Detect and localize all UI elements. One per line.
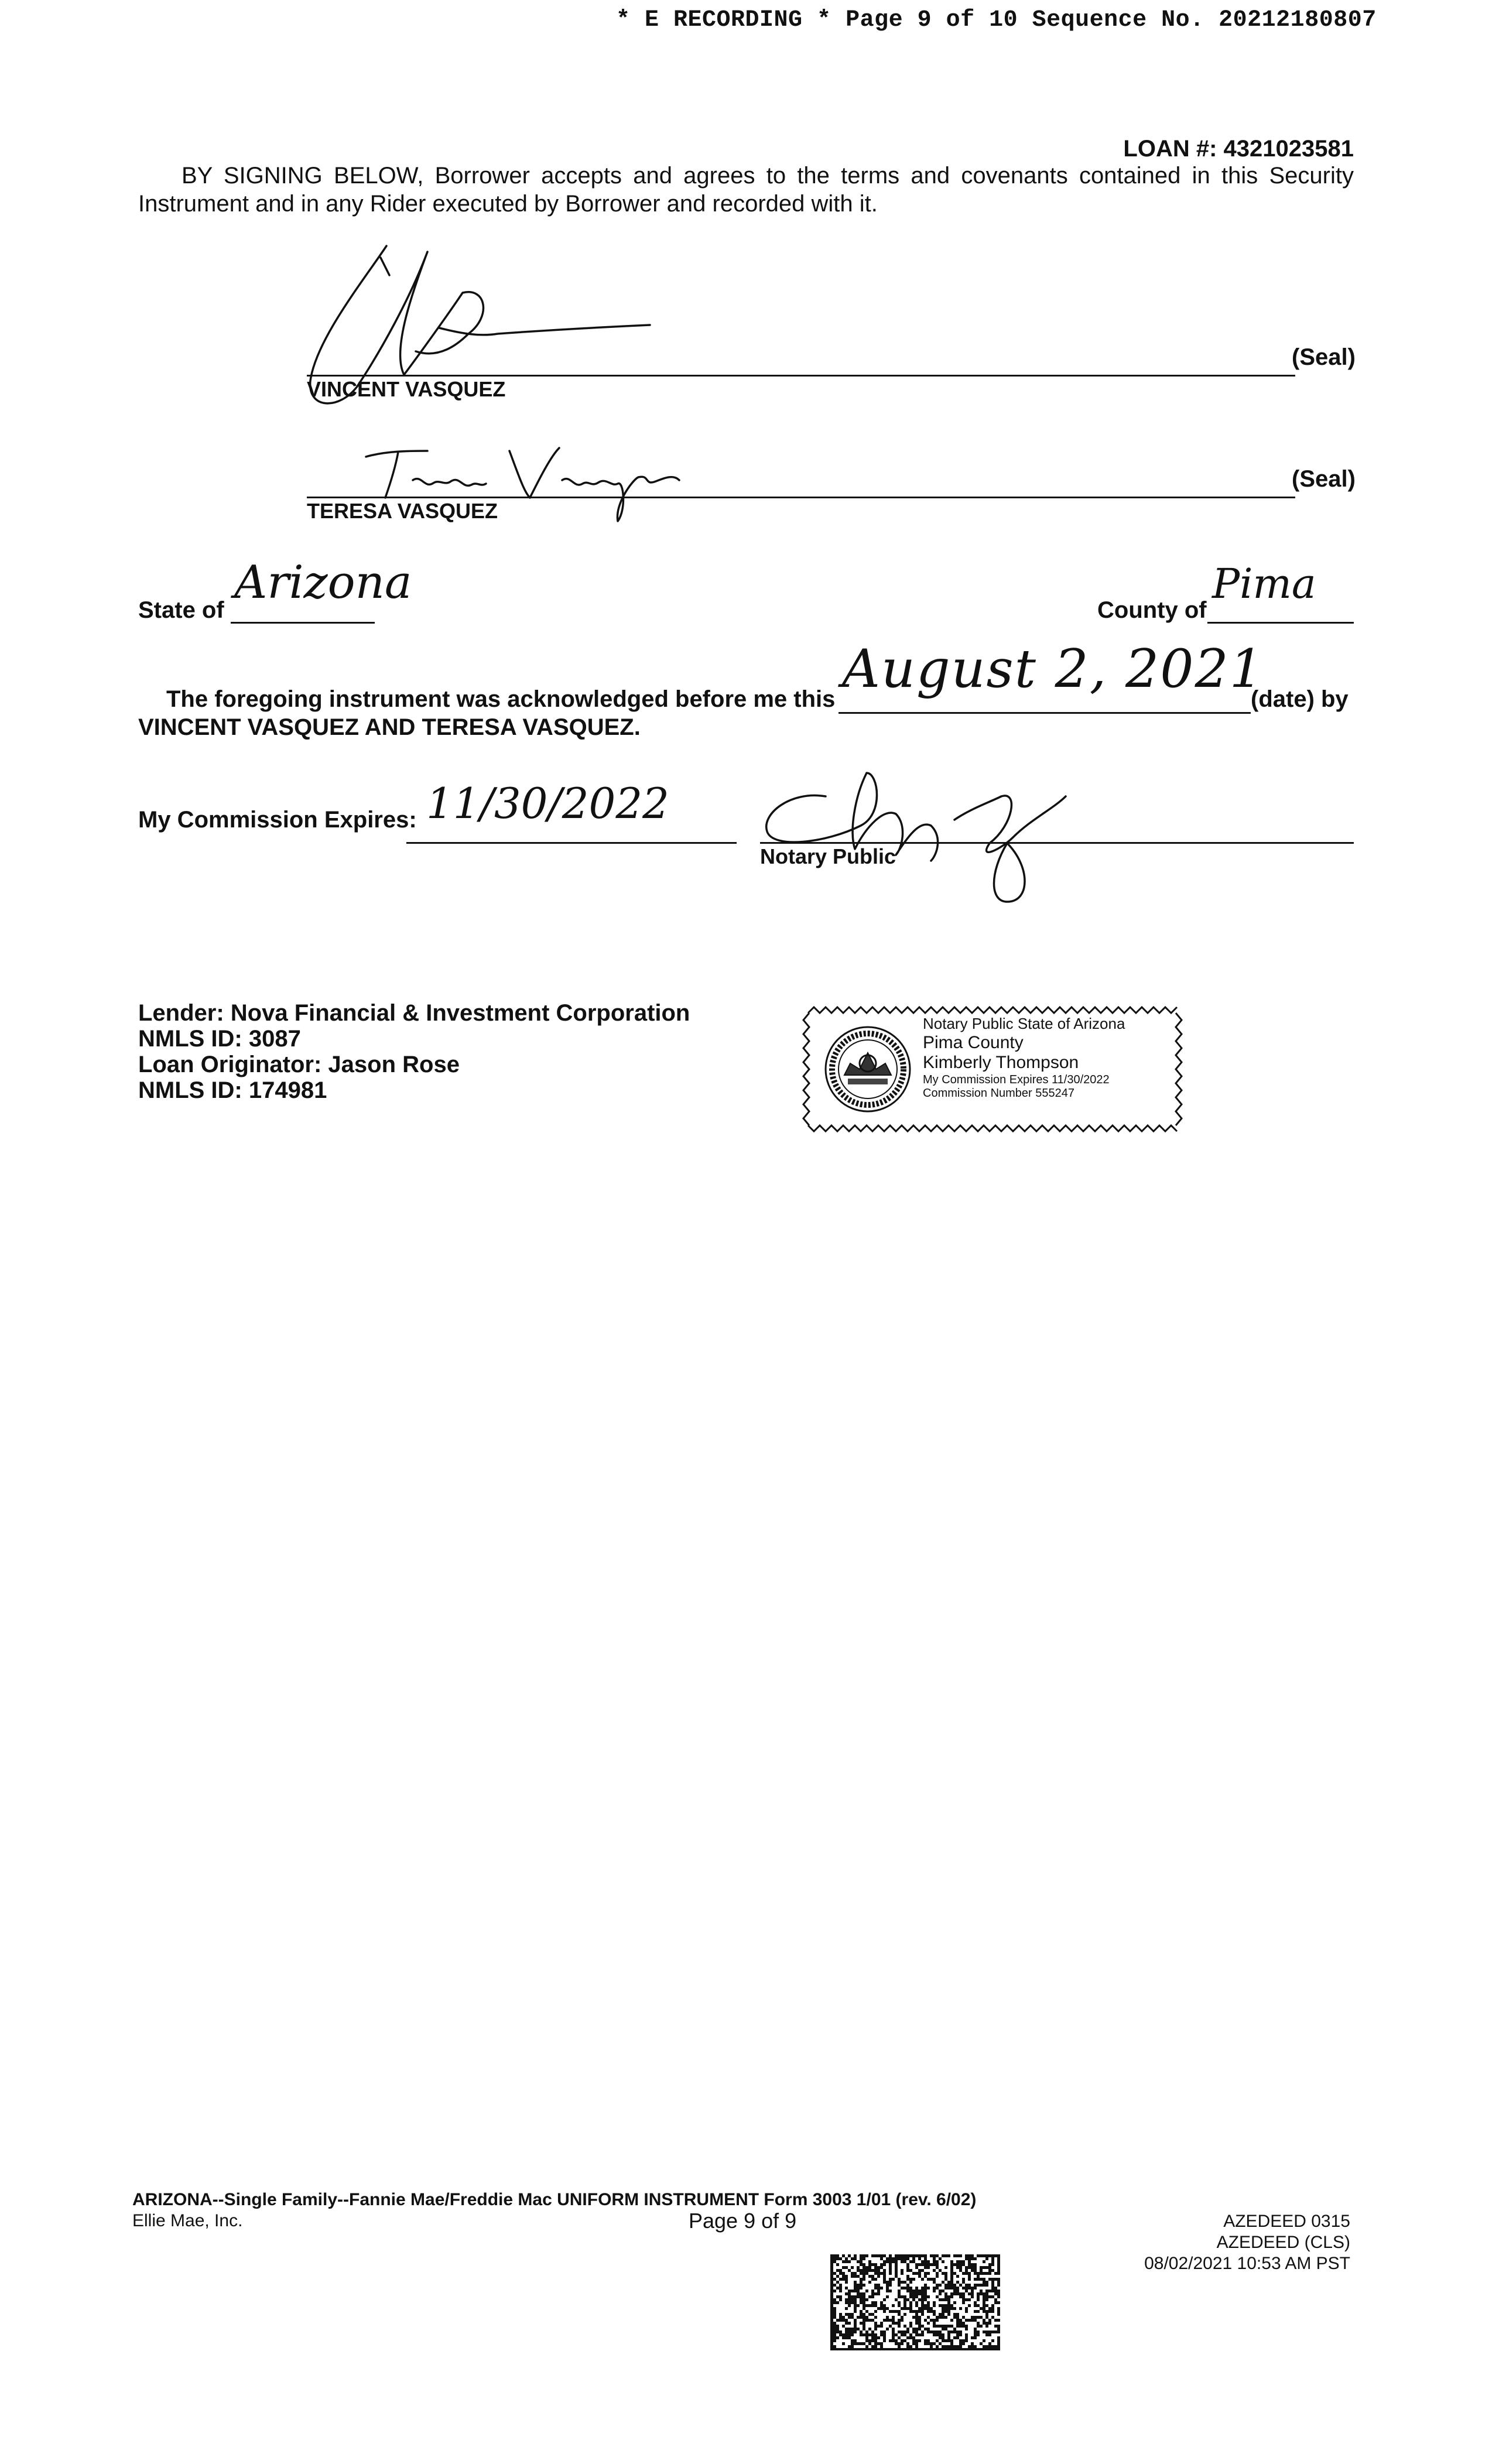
intro-paragraph: BY SIGNING BELOW, Borrower accepts and agrees to the terms and covenants contained in this Security Instrument and in any Rider executed by Borrower and recorded with it. [138, 163, 1354, 217]
state-line [231, 622, 375, 624]
footer-code-1: AZEDEED 0315 [1223, 2212, 1350, 2231]
loan-label: LOAN #: [1123, 136, 1217, 162]
teresa-seal: (Seal) [1292, 466, 1356, 492]
originator-nmls: NMLS ID: 174981 [138, 1077, 327, 1103]
stamp-line-4: My Commission Expires 11/30/2022 [923, 1073, 1110, 1086]
acknowledged-parties: VINCENT VASQUEZ AND TERESA VASQUEZ. [138, 714, 641, 740]
vincent-name: VINCENT VASQUEZ [307, 377, 506, 401]
acknowledgement-prefix: The foregoing instrument was acknowledged before me this [166, 686, 836, 712]
footer-code-2: AZEDEED (CLS) [1216, 2233, 1350, 2252]
vincent-signature-line [307, 375, 1295, 377]
lender-name: Lender: Nova Financial & Investment Corporation [138, 1000, 690, 1026]
county-value: Pima [1212, 560, 1316, 608]
state-value: Arizona [234, 556, 412, 609]
acknowledgement-suffix: (date) by [1251, 686, 1349, 712]
stamp-line-5: Commission Number 555247 [923, 1086, 1075, 1100]
stamp-line-2: Pima County [923, 1032, 1024, 1052]
lender-info [138, 1000, 690, 1103]
commission-line [406, 842, 737, 844]
acknowledgement-date-line [839, 712, 1251, 714]
barcode-icon [830, 2254, 1000, 2350]
county-label: County of [1097, 597, 1207, 623]
vincent-seal: (Seal) [1292, 344, 1356, 370]
stamp-line-1: Notary Public State of Arizona [923, 1015, 1125, 1032]
county-line [1207, 622, 1354, 624]
stamp-text [923, 1015, 1125, 1100]
teresa-name: TERESA VASQUEZ [307, 499, 498, 523]
footer-publisher: Ellie Mae, Inc. [132, 2211, 243, 2230]
acknowledgement-date: August 2, 2021 [842, 638, 1265, 700]
notary-signature [755, 761, 1083, 913]
originator-name: Loan Originator: Jason Rose [138, 1052, 460, 1077]
loan-number: 4321023581 [1223, 136, 1354, 162]
loan-number-line [1123, 136, 1354, 162]
commission-value: 11/30/2022 [426, 779, 669, 828]
lender-nmls: NMLS ID: 3087 [138, 1026, 301, 1052]
notary-stamp [802, 1006, 1183, 1132]
teresa-signature-line [307, 497, 1295, 498]
footer-timestamp: 08/02/2021 10:53 AM PST [1144, 2254, 1350, 2273]
state-label: State of [138, 597, 224, 623]
footer-page: Page 9 of 9 [689, 2209, 797, 2233]
notary-label: Notary Public [760, 844, 896, 868]
footer-form-title: ARIZONA--Single Family--Fannie Mae/Freddie Mac UNIFORM INSTRUMENT Form 3003 1/01 (rev. 6/02) [132, 2190, 977, 2209]
stamp-line-3: Kimberly Thompson [923, 1053, 1079, 1073]
commission-label: My Commission Expires: [138, 807, 417, 833]
recording-header: * E RECORDING * Page 9 of 10 Sequence No. 20212180807 [616, 7, 1377, 33]
footer-codes [1144, 2211, 1350, 2274]
notary-signature-line [760, 842, 1354, 844]
